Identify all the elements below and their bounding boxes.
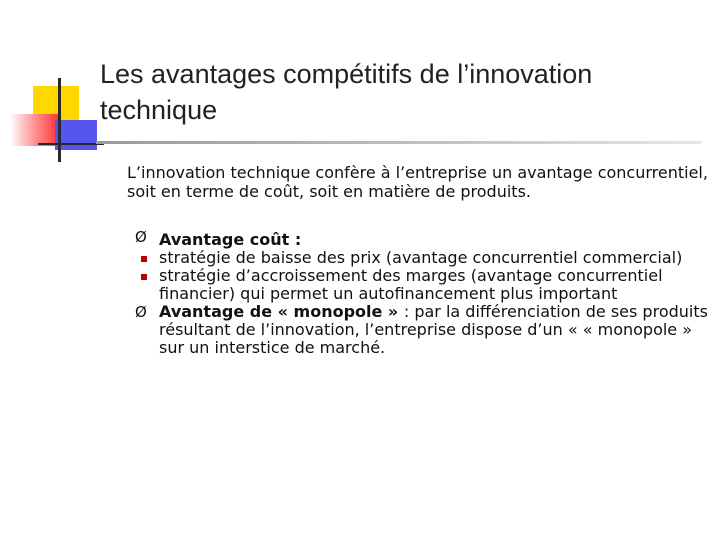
list-item-margin-strategy xyxy=(127,267,717,303)
arrow-bullet-icon: Ø xyxy=(135,228,147,246)
decor-horizontal-line xyxy=(38,143,104,145)
list-item-price-strategy xyxy=(127,249,717,267)
decor-red-square xyxy=(10,114,60,146)
square-bullet-icon xyxy=(141,256,147,262)
arrow-bullet-icon: Ø xyxy=(135,303,147,321)
list-item-cost-advantage xyxy=(127,228,717,249)
square-bullet-icon xyxy=(141,274,147,280)
decor-vertical-line xyxy=(58,78,61,162)
monopoly-advantage-heading: Avantage de « monopole » xyxy=(159,302,404,321)
decor-blue-square xyxy=(55,120,97,150)
price-strategy-text: stratégie de baisse des prix (avantage concurrentiel commercial) xyxy=(159,248,683,267)
list-item-monopoly-advantage xyxy=(127,303,717,357)
advantages-list xyxy=(127,228,717,357)
margin-strategy-text: stratégie d’accroissement des marges (avantage concurrentiel financier) qui permet un autofinancement plus important xyxy=(159,266,663,303)
intro-paragraph: L’innovation technique confère à l’entreprise un avantage concurrentiel, soit en terme de coût, soit en matière de produits. xyxy=(127,163,708,201)
slide-title: Les avantages compétitifs de l’innovation technique xyxy=(100,59,593,125)
title-underline xyxy=(96,141,702,144)
cost-advantage-heading: Avantage coût : xyxy=(159,230,302,249)
monopoly-advantage-text: : par la différenciation de ses produits résultant de l’innovation, l’entreprise dispose d’un « « monopole » sur un interstice de marché. xyxy=(159,302,708,357)
